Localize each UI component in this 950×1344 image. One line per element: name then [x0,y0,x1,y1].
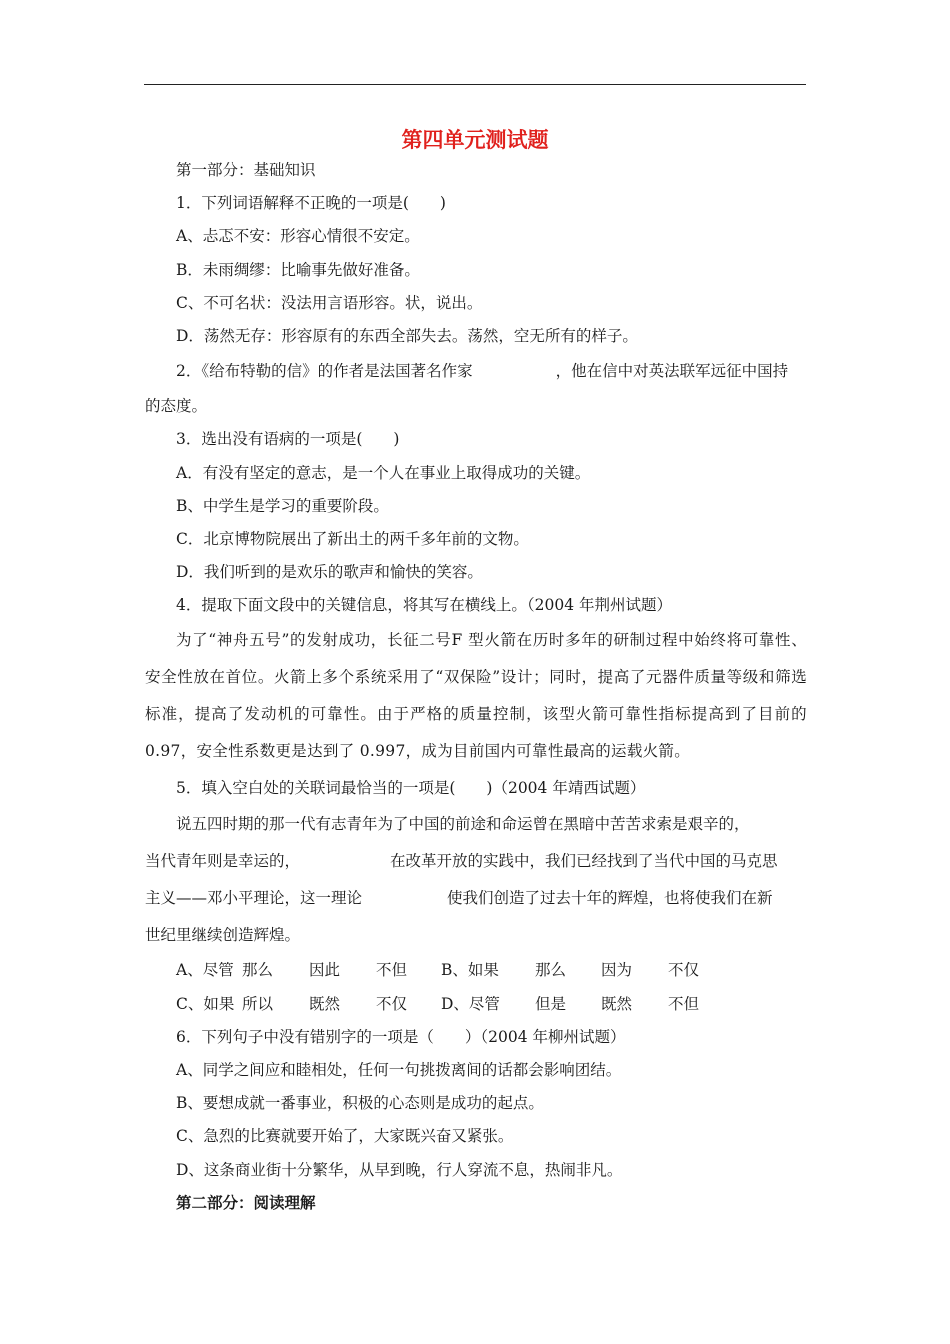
question-4-passage: 为了“神舟五号”的发射成功，长征二号F 型火箭在历时多年的研制过程中始终将可靠性、安全性放在首位。火箭上多个系统采用了“双保险”设计；同时，提高了元器件质量等级和筛选标准，提高了发动机的可靠性。由于严格的质量控制，该型火箭可靠性指标提高到了目前的 0.97，安全性系数更是达到了 0.997，成为目前国内可靠性最高的运载火箭。 [145,631,807,761]
question-3-stem: 3．选出没有语病的一项是( ) [176,430,400,449]
question-3-option-b: B、中学生是学习的重要阶段。 [176,496,389,515]
question-5-options-row1: A、尽管 那么 因此 不但 B、如果 那么 因为 不仅 [176,961,700,980]
question-1-option-c: C、不可名状：没法用言语形容。状，说出。 [176,293,483,312]
question-3-option-d: D．我们听到的是欢乐的歌声和愉快的笑容。 [176,563,483,582]
question-6-option-c: C、急烈的比赛就要开始了，大家既兴奋又紧张。 [176,1127,514,1146]
question-5-passage: 说五四时期的那一代有志青年为了中国的前途和命运曾在黑暗中苦苦求索是艰辛的， 当代青年则是幸运的， 在改革开放的实践中，我们已经找到了当代中国的马克思 主义——邓小平理论，这一理论 使我们创造了过去十年的辉煌，也将使我们在新 世纪里继续创造辉煌。 [145,815,778,945]
question-5-stem: 5．填入空白处的关联词最恰当的一项是( )（2004 年靖西试题） [176,779,646,798]
question-6-option-b: B、要想成就一番事业，积极的心态则是成功的起点。 [176,1094,544,1113]
question-5-options-row2: C、如果 所以 既然 不仅 D、尽管 但是 既然 不但 [176,994,700,1013]
section-heading-part2: 第二部分：阅读理解 [176,1193,316,1212]
section-heading-part1: 第一部分：基础知识 [176,161,316,179]
question-6-option-a: A、同学之间应和睦相处，任何一句挑拨离间的话都会影响团结。 [176,1061,622,1079]
question-2-continuation: 的态度。 [145,397,208,416]
question-4-stem: 4．提取下面文段中的关键信息，将其写在横线上。（2004 年荆州试题） [176,596,672,615]
question-1-option-b: B．未雨绸缪：比喻事先做好准备。 [176,260,420,279]
page-title: 第四单元测试题 [401,128,549,152]
question-6-option-d: D、这条商业街十分繁华，从早到晚，行人穿流不息，热闹非凡。 [176,1160,623,1179]
question-6-stem: 6．下列句子中没有错别字的一项是（ ）（2004 年柳州试题） [176,1027,626,1046]
header-rule [144,84,806,85]
document-body [145,154,807,1220]
question-3-option-c: C．北京博物院展出了新出土的两千多年前的文物。 [176,529,529,548]
question-2-stem: 2．《给布特勒的信》的作者是法国著名作家 ，他在信中对英法联军远征中国持 [176,362,789,381]
question-1-option-d: D．荡然无存：形容原有的东西全部失去。荡然，空无所有的样子。 [176,326,638,345]
question-1-option-a: A、忐忑不安：形容心情很不安定。 [176,227,420,246]
question-1-stem: 1．下列词语解释不正晚的一项是( ) [176,194,446,213]
question-3-option-a: A．有没有坚定的意志，是一个人在事业上取得成功的关键。 [176,463,591,482]
